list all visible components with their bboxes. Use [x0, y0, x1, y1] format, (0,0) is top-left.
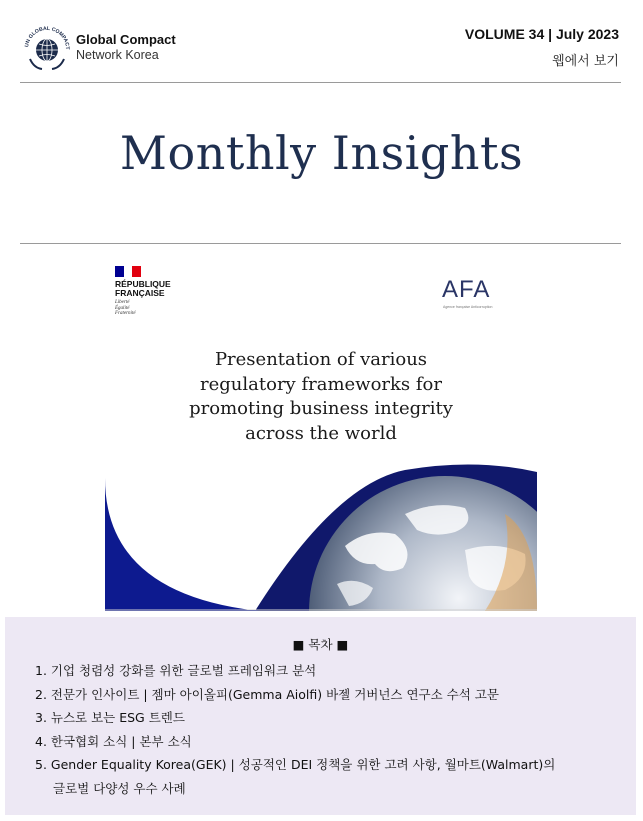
issue-volume-date: VOLUME 34 | July 2023 — [464, 26, 619, 42]
table-of-contents — [5, 617, 636, 815]
newsletter-masthead: Monthly Insights — [119, 126, 524, 180]
svg-text:UN GLOBAL COMPACT: UN GLOBAL COMPACT — [24, 26, 70, 50]
un-global-compact-logo — [24, 26, 70, 72]
afa-logo-subtitle: Agence française Anticorruption — [443, 305, 493, 309]
cover-image — [105, 254, 537, 611]
toc-item: 5. Gender Equality Korea(GEK) | 성공적인 DEI 정책을 위한 고려 사항, 월마트(Walmart)의 — [35, 757, 556, 772]
org-name: Global Compact — [76, 32, 176, 47]
french-flag-icon — [115, 266, 141, 277]
republique-francaise-logo: RÉPUBLIQUE FRANÇAISE — [115, 279, 171, 298]
toc-list — [35, 659, 555, 800]
toc-item: 4. 한국협회 소식 | 본부 소식 — [35, 733, 192, 749]
header-divider — [20, 82, 621, 83]
toc-item-continuation: 글로벌 다양성 우수 사례 — [53, 780, 186, 796]
newsletter-header — [0, 0, 643, 82]
org-subname: Network Korea — [76, 48, 159, 62]
cover-title: Presentation of various regulatory frameworks for promoting business integrity across the world — [189, 349, 453, 444]
masthead-divider — [20, 243, 621, 244]
republique-motto: Liberté Égalité Fraternité — [115, 300, 136, 316]
globe-illustration — [105, 454, 537, 611]
toc-item: 2. 전문가 인사이트 | 젬마 아이올피(Gemma Aiolfi) 바젤 거버넌스 연구소 수석 고문 — [35, 686, 499, 702]
toc-item: 1. 기업 청렴성 강화를 위한 글로벌 프레임워크 분석 — [35, 663, 317, 678]
afa-logo: AFA — [442, 276, 491, 303]
toc-item: 3. 뉴스로 보는 ESG 트렌드 — [35, 710, 185, 725]
view-in-browser-link[interactable]: 웹에서 보기 — [552, 54, 619, 69]
toc-title: ■ 목차 ■ — [292, 637, 349, 652]
